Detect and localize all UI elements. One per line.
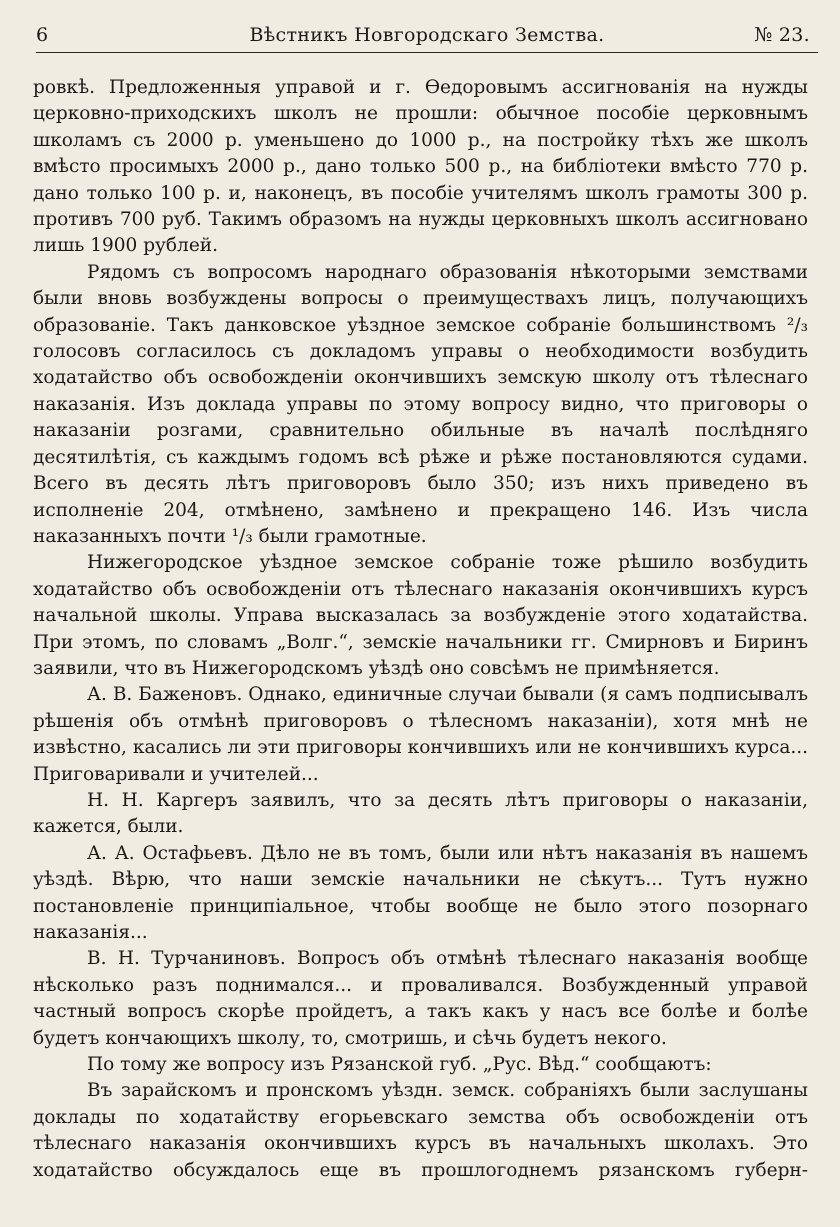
paragraph-school-funding: ровкѣ. Предложенныя управой и г. Ѳедоровымъ ассигнованія на нужды церковно-приходскихъ школъ не прошли: обычное пособіе церковнымъ школамъ съ 2000 р. уменьшено до 1000 р., на постройку тѣхъ же школъ вмѣсто просимыхъ 2000 р., дано только 500 р., на библіотеки вмѣсто 770 р. дано только 100 р. и, наконецъ, въ пособіе учителямъ школъ грамоты 300 р. противъ 700 руб. Такимъ образомъ на нужды церковныхъ школъ ассигновано лишь 1900 рублей. [33,77,808,257]
journal-title: Вѣстникъ Новгородскаго Земства. [249,24,605,46]
running-header [36,22,818,53]
paragraph-zaraysk: Въ зарайскомъ и пронскомъ уѣздн. земск. собраніяхъ были заслушаны доклады по ходатайству егорьевскаго земства объ освобожденіи отъ тѣлеснаго наказанія окончившихъ курсъ въ начальныхъ школахъ. Это ходатайство обсуждалось еще въ прошлогоднемъ рязанскомъ губерн- [33,1080,808,1181]
paragraph-turchaninov: В. Н. Турчаниновъ. Вопросъ объ отмѣнѣ тѣлеснаго наказанія вообще нѣсколько разъ поднимался... и проваливался. Возбужденный управой частный вопросъ скорѣе пройдетъ, а такъ какъ у насъ все болѣе и болѣе будетъ кончающихъ школу, то, смотришь, и сѣчь будетъ некого. [33,948,808,1049]
paragraph-bazhenov: А. В. Баженовъ. Однако, единичные случаи бывали (я самъ подписывалъ рѣшенія объ отмѣнѣ приговоровъ о тѣлесномъ наказаніи), хотя мнѣ не извѣстно, касались ли эти приговоры кончившихъ или не кончившихъ курса... Приговаривали и учителей... [33,684,808,785]
issue-number: № 23. [754,24,810,46]
paragraph-karger: Н. Н. Каргеръ заявилъ, что за десять лѣтъ приговоры о наказаніи, кажется, были. [33,789,808,838]
paragraph-nizhny-novgorod: Нижегородское уѣздное земское собраніе тоже рѣшило возбудить ходатайство объ освобожденіи отъ тѣлеснаго наказанія окончившихъ курсъ начальной школы. Управа высказалась за возбужденіе этого ходатайства. При этомъ, по словамъ „Волг.“, земскіе начальники гг. Смирновъ и Биринъ заявили, что въ Нижегородскомъ уѣздѣ оно совсѣмъ не примѣняется. [33,552,808,679]
paragraph-ryazan-intro: По тому же вопросу изъ Рязанской губ. „Рус. Вѣд.“ сообщаютъ: [87,1054,712,1076]
article-body [33,75,808,1184]
paragraph-ostafyev: А. А. Остафьевъ. Дѣло не въ томъ, были или нѣтъ наказанія въ нашемъ уѣздѣ. Вѣрю, что наши земскіе начальники не сѣкутъ... Тутъ нужно постановленіе принципіальное, чтобы вообще не было этого позорнаго наказанія... [33,842,808,943]
paragraph-dankov-petition: Рядомъ съ вопросомъ народнаго образованія нѣкоторыми земствами были вновь возбуждены вопросы о преимуществахъ лицъ, получающихъ образованіе. Такъ данковское уѣздное земское собраніе большинствомъ ²/₃ голосовъ согласилось съ докладомъ управы о необходимости возбудить ходатайство объ освобожденіи окончившихъ земскую школу отъ тѣлеснаго наказанія. Изъ доклада управы по этому вопросу видно, что приговоры о наказаніи розгами, сравнительно обильные въ началѣ послѣдняго десятилѣтія, съ каждымъ годомъ всѣ рѣже и рѣже постановляются судами. Всего въ десять лѣтъ приговоровъ было 350; изъ нихъ приведено въ исполненіе 204, отмѣнено, замѣнено и прекращено 146. Изъ числа наказанныхъ почти ¹/₃ были грамотные. [33,261,808,547]
page-number: 6 [36,24,49,46]
